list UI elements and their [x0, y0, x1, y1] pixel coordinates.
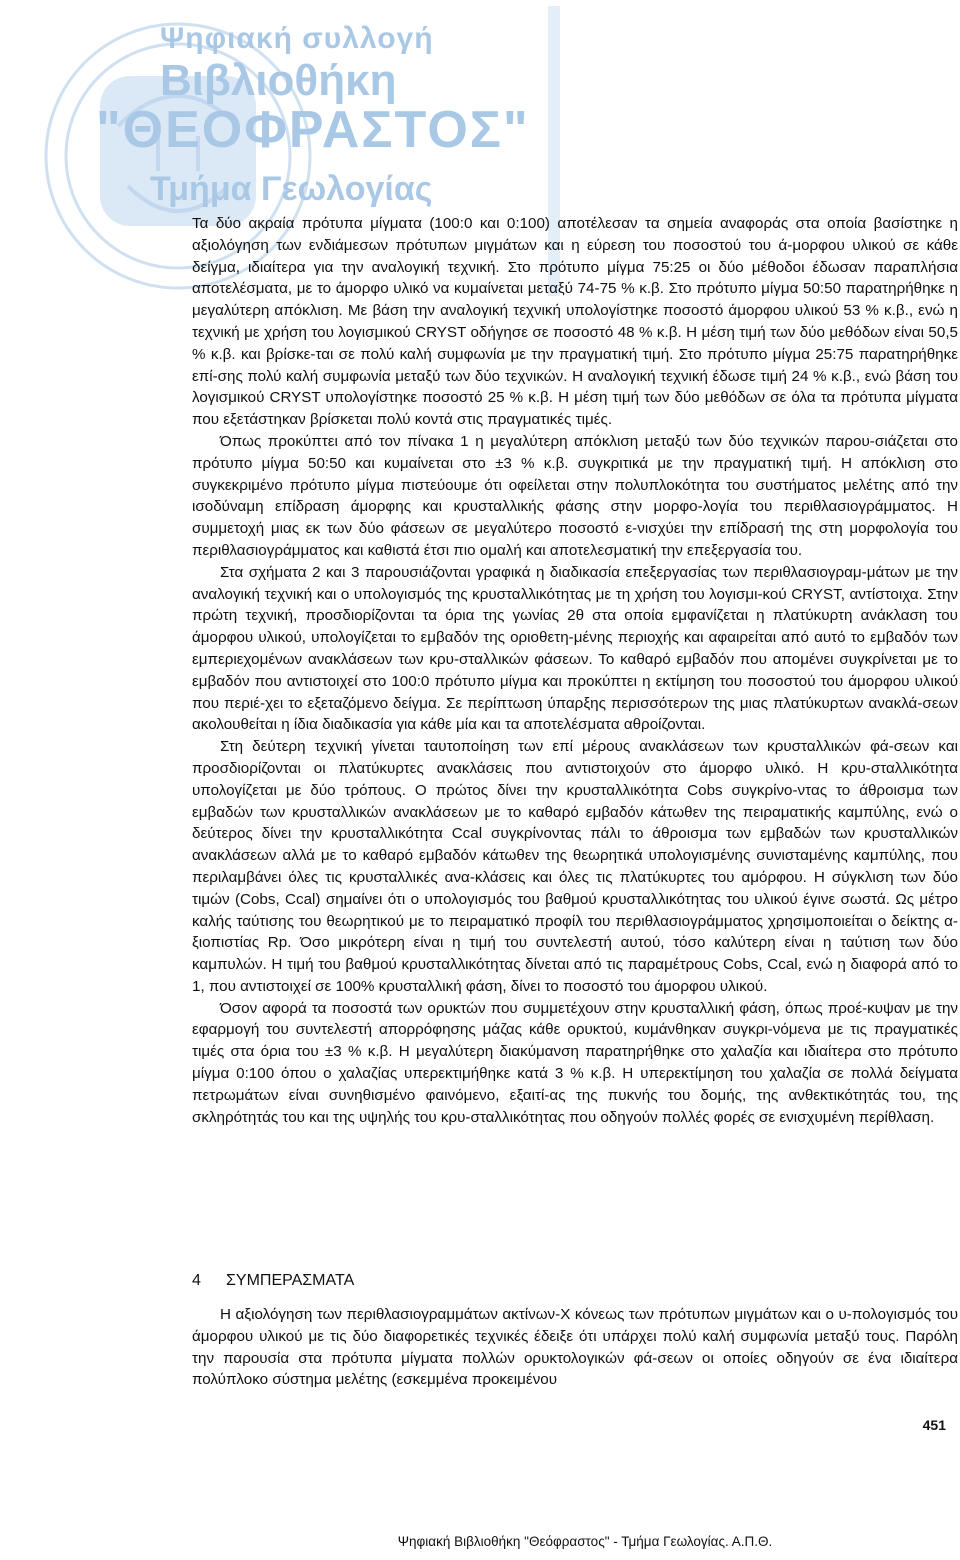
paragraph-1: Τα δύο ακραία πρότυπα μίγματα (100:0 και 0:100) αποτέλεσαν τα σημεία αναφοράς στα οποία βασίστηκε η αξιολόγηση των ενδιάμεσων πρότυπων μιγμάτων και η εύρεση του ποσοστού του ά-μορφου υλικού σε κάθε δείγμα, ιδιαίτερα για την αναλογική τεχνική. Στο πρότυπο μίγμα 75:25 οι δύο μέθοδοι έδωσαν παραπλήσια αποτελέσματα, με το άμορφο υλικό να κυμαίνεται μεταξύ 74-75 % κ.β. Στο πρότυπο μίγμα 50:50 παρατηρήθηκε η μεγαλύτερη απόκλιση. Με βάση την αναλογική τεχνική υπολογίστηκε ποσοστό άμορφου υλικού 53 % κ.β., ενώ η τεχνική με χρήση του λογισμικού CRYST οδήγησε σε ποσοστό 48 % κ.β. Η μέση τιμή των δύο μεθόδων είναι 50,5 % κ.β. και βρίσκε-ται σε πολύ καλή συμφωνία με την πραγματική τιμή. Στο πρότυπο μίγμα 25:75 παρατηρήθηκε επί-σης πολύ καλή συμφωνία μεταξύ των δύο τεχνικών. Η αναλογική τεχνική έδωσε τιμή 24 % κ.β., ενώ βάση του λογισμικού CRYST υπολογίστηκε ποσοστό 25 % κ.β. Η μέση τιμή των δύο μεθόδων σε όλα τα πρότυπα μίγματα που εξετάστηκαν βρίσκεται πολύ κοντά στις πραγματικές τιμές. — [192, 215, 958, 429]
section-number: 4 — [192, 1272, 201, 1289]
watermark-line-3: "ΘΕΟΦΡΑΣΤΟΣ" — [96, 101, 530, 159]
footer-text: Ψηφιακή Βιβλιοθήκη "Θεόφραστος" - Τμήμα Γεωλογίας. Α.Π.Θ. — [397, 1534, 773, 1549]
conclusions-paragraph: Η αξιολόγηση των περιθλασιογραμμάτων ακτίνων-Χ κόνεως των πρότυπων μιγμάτων και ο υ-πολογισμός του άμορφου υλικού με τις δύο διαφορετικές τεχνικές έδειξε ότι υπάρχει πολύ καλή συμφωνία μεταξύ τους. Παρόλη την παρουσία στα πρότυπα μίγματα πολλών ορυκτολογικών φά-σεων οι οποίες οδηγούν σε ένα ιδιαίτερα πολύπλοκο σύστημα μελέτης (εσκεμμένα προκειμένου — [192, 1306, 958, 1389]
section-heading — [192, 1272, 354, 1290]
watermark-line-4: Τμήμα Γεωλογίας — [150, 170, 433, 208]
paragraph-3: Στα σχήματα 2 και 3 παρουσιάζονται γραφικά η διαδικασία επεξεργασίας των περιθλασιογραμ-μάτων με την αναλογική τεχνική και ο υπολογισμός της κρυσταλλικότητας με τη χρήση του λογισμι-κού CRYST, αντίστοιχα. Στην πρώτη τεχνική, προσδιορίζονται τα όρια της γωνίας 2θ στα οποία εμφανίζεται η πλατύκυρτη ανάκλαση του άμορφου υλικού, υπολογίζεται το εμβαδόν της οριοθετη-μένης περιοχής και αφαιρείται από αυτό το εμβαδόν των εμπεριεχομένων ανακλάσεων των κρυ-σταλλικών φάσεων. Το καθαρό εμβαδόν που απομένει συγκρίνεται με το εμβαδόν που αντιστοιχεί στο 100:0 πρότυπο μίγμα και προκύπτει η εκτίμηση του ποσοστού του άμορφου υλικού που περιέ-χει το εξεταζόμενο δείγμα. Σε περίπτωση ύπαρξης περισσότερων της μιας πλατύκυρτων ανακλά-σεων ακολουθείται η ίδια διαδικασία για κάθε μία και τα αποτελέσματα αθροίζονται. — [192, 563, 958, 734]
body-text — [192, 213, 958, 1128]
paragraph-5: Όσον αφορά τα ποσοστά των ορυκτών που συμμετέχουν στην κρυσταλλική φάση, όπως προέ-κυψαν με την εφαρμογή του συντελεστή απορρόφησης μάζας κάθε ορυκτού, κυμάνθηκαν συγκρι-νόμενα με τις πραγματικές τιμές στα όρια του ±3 % κ.β. Η μεγαλύτερη διακύμανση παρατηρήθηκε στο χαλαζία και ιδιαίτερα στο πρότυπο μίγμα 0:100 όπου ο χαλαζίας υπερεκτιμήθηκε κατά 3 % κ.β. Η υπερεκτίμηση του χαλαζία σε πολλά δείγματα πετρωμάτων είναι συνηθισμένο φαινόμενο, εξαιτί-ας της πυκνής του δομής, της ανθεκτικότητάς του, της σκληρότητάς του και της υψηλής του κρυ-σταλλικότητας που οδηγούν πολλές φορές σε ενισχυμένη περίθλαση. — [192, 999, 958, 1126]
footer — [0, 1534, 960, 1549]
page-number: 451 — [922, 1417, 946, 1433]
section-title: ΣΥΜΠΕΡΑΣΜΑΤΑ — [226, 1272, 355, 1289]
conclusions-text — [192, 1304, 958, 1391]
paragraph-4: Στη δεύτερη τεχνική γίνεται ταυτοποίηση των επί μέρους ανακλάσεων των κρυσταλλικών φά-σεων και προσδιορίζονται οι πλατύκυρτες ανακλάσεις που αντιστοιχούν στο άμορφο υλικό. Η κρυ-σταλλικότητα υπολογίζεται με δύο τρόπους. Ο πρώτος δίνει την κρυσταλλικότητα Cobs συγκρίνο-ντας το άθροισμα των εμβαδών των κρυσταλλικών ανακλάσεων με το καθαρό εμβαδόν κάτωθεν της πειραματικής καμπύλης, ενώ ο δεύτερος δίνει την κρυσταλλικότητα Ccal συγκρίνοντας πάλι το άθροισμα των εμβαδών των κρυσταλλικών ανακλάσεων αλλά με το καθαρό εμβαδόν κάτωθεν της θεωρητικά υπολογισμένης συνισταμένης καμπύλης, που περιλαμβάνει όλες τις κρυσταλλικές ανα-κλάσεις και όλες τις πλατύκυρτες του αμόρφου. Η σύγκλιση των δύο τιμών (Cobs, Ccal) σημαίνει ότι ο υπολογισμός του βαθμού κρυσταλλικότητας του υλικού έγινε σωστά. Ως μέτρο καλής ταύτισης του θεωρητικού με το πειραματικό προφίλ του περιθλασιογράμματος χρησιμοποιείται ο δείκτης α-ξιοπιστίας Rp. Όσο μικρότερη είναι η τιμή του συντελεστή αυτού, τόσο καλύτερη είναι η ταύτιση των δύο καμπυλών. Η τιμή του βαθμού κρυσταλλικότητας δίνεται από τις παραμέτρους Cobs, Ccal, ενώ η διαφορά από το 1, που αντιστοιχεί σε 100% κρυσταλλική φάση, δίνει το ποσοστό του άμορφου υλικού. — [192, 738, 958, 995]
watermark-line-2: Βιβλιοθήκη — [160, 56, 397, 105]
paragraph-2: Όπως προκύπτει από τον πίνακα 1 η μεγαλύτερη απόκλιση μεταξύ των δύο τεχνικών παρου-σιάζεται στο πρότυπο μίγμα 50:50 και κυμαίνεται στο ±3 % κ.β. συγκριτικά με την πραγματική τιμή. Η απόκλιση στο συγκεκριμένο πρότυπο μίγμα πιστεύουμε ότι οφείλεται στην πολυπλοκότητα του συστήματος μελέτης από την ισοδύναμη επίδραση άμορφης και κρυσταλλικής φάσης στην μορφο-λογία του περιθλασιογράμματος. Η συμμετοχή μιας εκ των δύο φάσεων σε μεγαλύτερο ποσοστό ε-νισχύει την επίδρασή της στη μορφολογία του περιθλασιογράμματος και καθιστά έτσι πιο ομαλή και αποτελεσματική την επεξεργασία του. — [192, 432, 958, 559]
watermark-line-1: Ψηφιακή συλλογή — [160, 22, 434, 55]
